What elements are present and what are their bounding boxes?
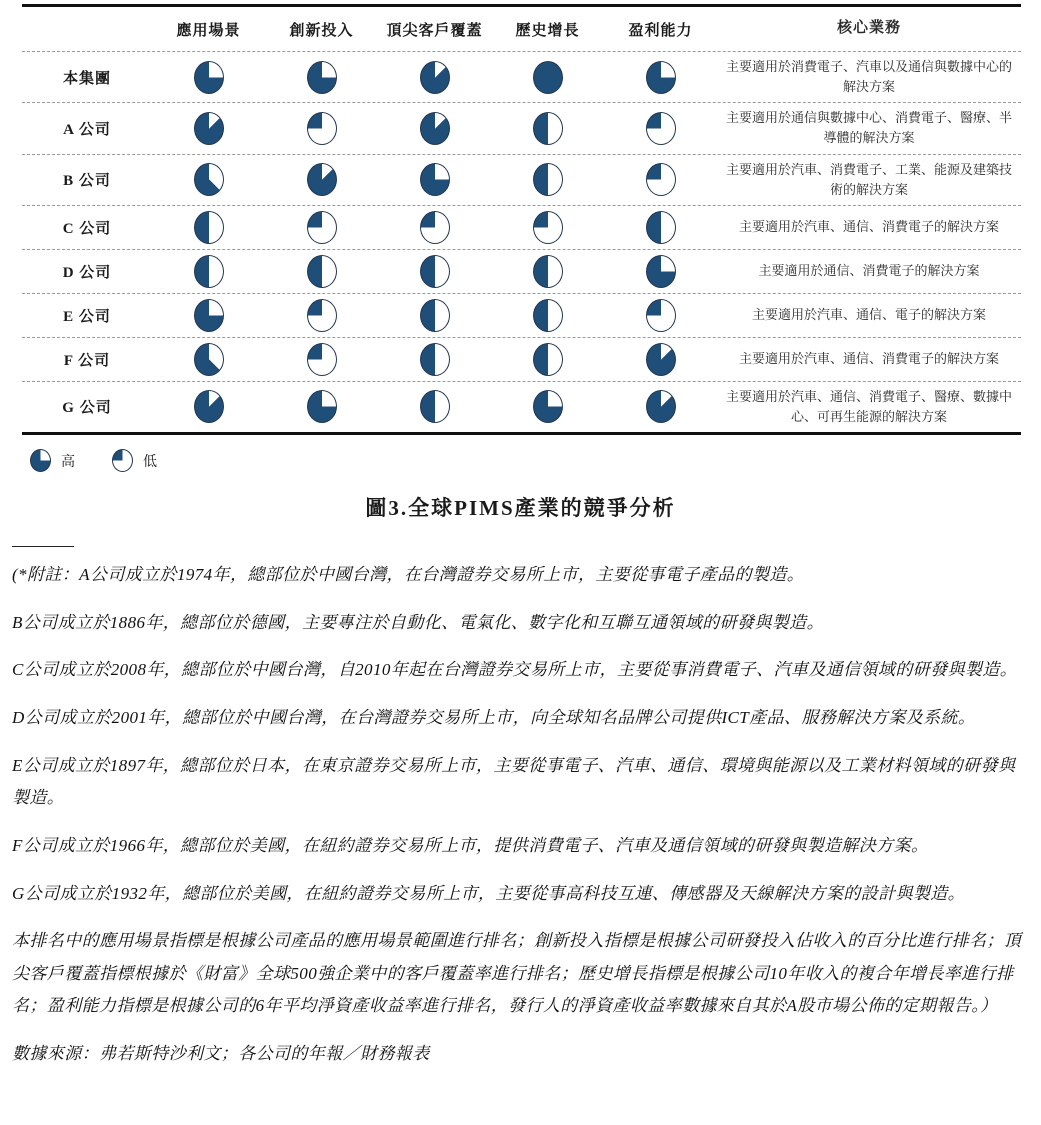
- indicator-cell: [604, 61, 717, 94]
- indicator-cell: [265, 112, 378, 145]
- indicator-cell: [265, 343, 378, 376]
- harvey-ball-icon: [420, 112, 450, 145]
- harvey-ball-icon: [533, 163, 563, 196]
- indicator-cell: [491, 112, 604, 145]
- company-label: 本集團: [62, 70, 111, 87]
- harvey-ball-icon: [307, 255, 337, 288]
- table-row: [22, 51, 1021, 102]
- indicator-cell: [152, 390, 265, 423]
- harvey-ball-icon: [194, 343, 224, 376]
- harvey-ball-icon: [420, 163, 450, 196]
- harvey-ball-icon: [194, 163, 224, 196]
- harvey-ball-icon: [307, 343, 337, 376]
- footnote-paragraph: F公司成立於1966年，總部位於美國，在紐約證券交易所上市，提供消費電子、汽車及通信領域的研發與製造解決方案。: [12, 835, 929, 855]
- column-header-application-scenarios: 應用場景: [176, 22, 241, 39]
- column-header-top-customer-coverage: 頂尖客戶覆蓋: [386, 22, 483, 39]
- harvey-ball-icon: [420, 211, 450, 244]
- footnote-paragraph: C公司成立於2008年，總部位於中國台灣，自2010年起在台灣證券交易所上市，主要從事消費電子、汽車及通信領域的研發與製造。: [12, 660, 1018, 680]
- harvey-ball-icon: [420, 61, 450, 94]
- indicator-cell: [378, 390, 491, 423]
- company-label: B 公司: [63, 173, 111, 190]
- indicator-cell: [152, 299, 265, 332]
- harvey-ball-icon: [646, 343, 676, 376]
- indicator-cell: [378, 163, 491, 196]
- harvey-ball-icon: [533, 112, 563, 145]
- company-label: A 公司: [63, 121, 111, 138]
- company-label: C 公司: [62, 220, 112, 237]
- indicator-cell: [604, 112, 717, 145]
- indicator-cell: [152, 61, 265, 94]
- column-header-profitability: 盈利能力: [628, 22, 693, 39]
- core-business-text: 主要適用於汽車、通信、電子的解決方案: [751, 307, 986, 323]
- harvey-ball-icon: [646, 299, 676, 332]
- harvey-ball-icon: [646, 112, 676, 145]
- column-header-historical-growth: 歷史增長: [515, 22, 580, 39]
- indicator-cell: [491, 390, 604, 423]
- indicator-cell: [265, 299, 378, 332]
- table-row: [22, 337, 1021, 381]
- footnote-paragraph: G公司成立於1932年，總部位於美國，在紐約證券交易所上市，主要從事高科技互連、傳感器及天線解決方案的設計與製造。: [12, 883, 966, 903]
- column-header-core-business: 核心業務: [836, 20, 901, 37]
- legend-item-high: [30, 449, 76, 472]
- harvey-ball-icon: [420, 390, 450, 423]
- figure-title: 圖3.全球PIMS產業的競爭分析: [365, 496, 676, 521]
- column-header-innovation-investment: 創新投入: [289, 22, 354, 39]
- harvey-ball-icon: [194, 390, 224, 423]
- core-business-text: 主要適用於汽車、消費電子、工業、能源及建築技術的解決方案: [725, 161, 1012, 197]
- indicator-cell: [152, 255, 265, 288]
- indicator-cell: [604, 211, 717, 244]
- legend-label: 低: [143, 454, 158, 470]
- core-business-text: 主要適用於汽車、通信、消費電子的解決方案: [738, 351, 999, 367]
- table-row: [22, 381, 1021, 432]
- competition-table: [22, 4, 1021, 435]
- harvey-ball-icon: [420, 299, 450, 332]
- legend-label: 高: [61, 454, 76, 470]
- indicator-cell: [152, 211, 265, 244]
- table-row: [22, 249, 1021, 293]
- indicator-cell: [378, 255, 491, 288]
- table-header-row: [22, 7, 1021, 51]
- harvey-ball-icon: [420, 343, 450, 376]
- indicator-cell: [604, 255, 717, 288]
- company-label: D 公司: [62, 264, 112, 281]
- table-row: [22, 205, 1021, 249]
- indicator-cell: [378, 61, 491, 94]
- harvey-ball-icon: [307, 390, 337, 423]
- indicator-cell: [265, 390, 378, 423]
- indicator-cell: [152, 343, 265, 376]
- indicator-cell: [265, 163, 378, 196]
- harvey-ball-icon: [646, 61, 676, 94]
- footnote-rule: [12, 546, 74, 547]
- harvey-ball-icon: [533, 299, 563, 332]
- harvey-ball-icon: [194, 255, 224, 288]
- harvey-ball-icon: [30, 449, 51, 472]
- harvey-ball-icon: [307, 61, 337, 94]
- indicator-cell: [152, 163, 265, 196]
- indicator-cell: [604, 343, 717, 376]
- harvey-ball-icon: [533, 390, 563, 423]
- harvey-ball-icon: [194, 299, 224, 332]
- footnote-paragraph: 數據來源：弗若斯特沙利文；各公司的年報／財務報表: [12, 1044, 430, 1063]
- indicator-cell: [604, 390, 717, 423]
- harvey-ball-icon: [646, 255, 676, 288]
- core-business-text: 主要適用於通信與數據中心、消費電子、醫療、半導體的解決方案: [725, 110, 1012, 146]
- indicator-cell: [491, 299, 604, 332]
- indicator-cell: [491, 343, 604, 376]
- indicator-cell: [378, 112, 491, 145]
- harvey-ball-icon: [307, 112, 337, 145]
- harvey-ball-icon: [307, 211, 337, 244]
- indicator-cell: [491, 163, 604, 196]
- harvey-ball-icon: [646, 211, 676, 244]
- legend: [30, 449, 1041, 472]
- core-business-text: 主要適用於消費電子、汽車以及通信與數據中心的解決方案: [725, 59, 1012, 95]
- harvey-ball-icon: [533, 61, 563, 94]
- harvey-ball-icon: [112, 449, 133, 472]
- indicator-cell: [152, 112, 265, 145]
- company-label: G 公司: [62, 400, 112, 417]
- harvey-ball-icon: [420, 255, 450, 288]
- legend-item-low: [112, 449, 158, 472]
- indicator-cell: [491, 255, 604, 288]
- indicator-cell: [491, 211, 604, 244]
- harvey-ball-icon: [533, 255, 563, 288]
- indicator-cell: [604, 299, 717, 332]
- harvey-ball-icon: [533, 211, 563, 244]
- harvey-ball-icon: [194, 211, 224, 244]
- indicator-cell: [265, 255, 378, 288]
- harvey-ball-icon: [194, 61, 224, 94]
- harvey-ball-icon: [307, 299, 337, 332]
- footnote-paragraph: B公司成立於1886年，總部位於德國，主要專注於自動化、電氣化、數字化和互聯互通領域的研發與製造。: [12, 612, 824, 632]
- footnote-paragraph: D公司成立於2001年，總部位於中國台灣，在台灣證券交易所上市，向全球知名品牌公司提供ICT產品、服務解決方案及系統。: [12, 708, 976, 727]
- footnote-paragraph: E公司成立於1897年，總部位於日本，在東京證券交易所上市，主要從事電子、汽車、通信、環境與能源以及工業材料領域的研發與製造。: [12, 755, 1016, 808]
- table-body: [22, 51, 1021, 432]
- indicator-cell: [265, 61, 378, 94]
- table-row: [22, 293, 1021, 337]
- core-business-text: 主要適用於汽車、通信、消費電子、醫療、數據中心、可再生能源的解決方案: [725, 388, 1012, 424]
- core-business-text: 主要適用於汽車、通信、消費電子的解決方案: [738, 219, 999, 235]
- harvey-ball-icon: [646, 390, 676, 423]
- indicator-cell: [378, 211, 491, 244]
- harvey-ball-icon: [194, 112, 224, 145]
- indicator-cell: [378, 343, 491, 376]
- table-row: [22, 154, 1021, 205]
- company-label: E 公司: [63, 308, 111, 325]
- indicator-cell: [491, 61, 604, 94]
- core-business-text: 主要適用於通信、消費電子的解決方案: [758, 263, 980, 279]
- footnote-paragraph: 本排名中的應用場景指標是根據公司產品的應用場景範圍進行排名；創新投入指標是根據公司研發投入佔收入的百分比進行排名；頂尖客戶覆蓋指標根據於《財富》全球500強企業中的客戶覆蓋率進行排名；歷史增長指標是根據公司10年收入的複合年增長率進行排名；盈利能力指標是根據公司的6年平均淨資產收益率進行排名，發行人的淨資產收益率數據來自其於A股市場公佈的定期報告。）: [12, 931, 1022, 1016]
- harvey-ball-icon: [307, 163, 337, 196]
- footnotes: [12, 559, 1031, 1071]
- footnote-paragraph: (*附註：A公司成立於1974年，總部位於中國台灣，在台灣證券交易所上市，主要從事電子產品的製造。: [12, 565, 805, 585]
- indicator-cell: [604, 163, 717, 196]
- table-row: [22, 102, 1021, 153]
- harvey-ball-icon: [533, 343, 563, 376]
- indicator-cell: [378, 299, 491, 332]
- harvey-ball-icon: [646, 163, 676, 196]
- indicator-cell: [265, 211, 378, 244]
- company-label: F 公司: [63, 352, 111, 369]
